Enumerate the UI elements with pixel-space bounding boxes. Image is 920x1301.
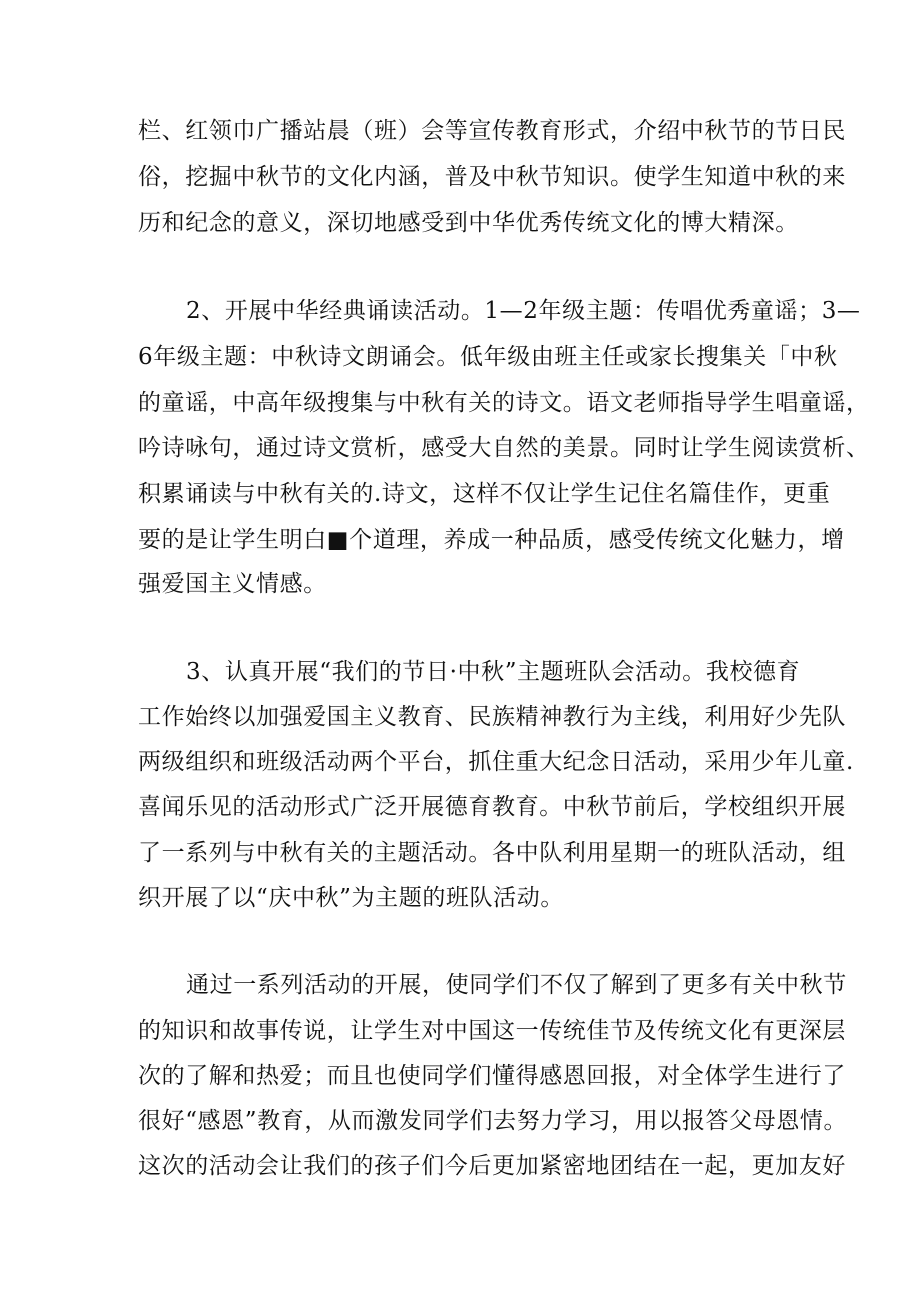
text-line: 栏、红领巾广播站晨（班）会等宣传教育形式，介绍中秋节的节日民 [138,118,846,144]
text-line: 织开展了以“庆中秋”为主题的班队活动。 [138,885,564,911]
text-line: 这次的活动会让我们的孩子们今后更加紧密地团结在一起，更加友好 [138,1153,846,1179]
text-line: 6年级主题：中秋诗文朗诵会。低年级由班主任或家长搜集关「中秋 [138,344,838,370]
text-line: 的知识和故事传说，让学生对中国这一传统佳节及传统文化有更深层 [138,1018,846,1044]
text-line: 的童谣，中高年级搜集与中秋有关的诗文。语文老师指导学生唱童谣， [138,390,870,416]
text-line: 强爱国主义情感。 [138,571,327,597]
text-line: 要的是让学生明白■个道理，养成一种品质，感受传统文化魅力，增 [138,527,845,553]
text-line: 很好“感恩”教育，从而激发同学们去努力学习，用以报答父母恩情。 [138,1108,848,1134]
text-line: 通过一系列活动的开展，使同学们不仅了解到了更多有关中秋节 [186,972,847,998]
text-line: 2、开展中华经典诵读活动。1—2年级主题：传唱优秀童谣；3— [186,298,861,324]
text-line: 积累诵读与中秋有关的.诗文，这样不仅让学生记住名篇佳作，更重 [138,481,831,507]
text-line: 俗，挖掘中秋节的文化内涵，普及中秋节知识。使学生知道中秋的来 [138,164,846,190]
text-line: 吟诗咏句，通过诗文赏析，感受大自然的美景。同时让学生阅读赏析、 [138,435,870,461]
text-line: 喜闻乐见的活动形式广泛开展德育教育。中秋节前后，学校组织开展 [138,794,846,820]
text-line: 了一系列与中秋有关的主题活动。各中队利用星期一的班队活动，组 [138,840,846,866]
text-line: 次的了解和热爱；而且也使同学们懂得感恩回报，对全体学生进行了 [138,1063,846,1089]
text-line: 两级组织和班级活动两个平台，抓住重大纪念日活动，采用少年儿童. [138,749,854,775]
text-line: 工作始终以加强爱国主义教育、民族精神教行为主线，利用好少先队 [138,704,846,730]
text-line: 3、认真开展“我们的节日·中秋”主题班队会活动。我校德育 [186,659,801,685]
text-line: 历和纪念的意义，深切地感受到中华优秀传统文化的博大精深。 [138,210,799,236]
